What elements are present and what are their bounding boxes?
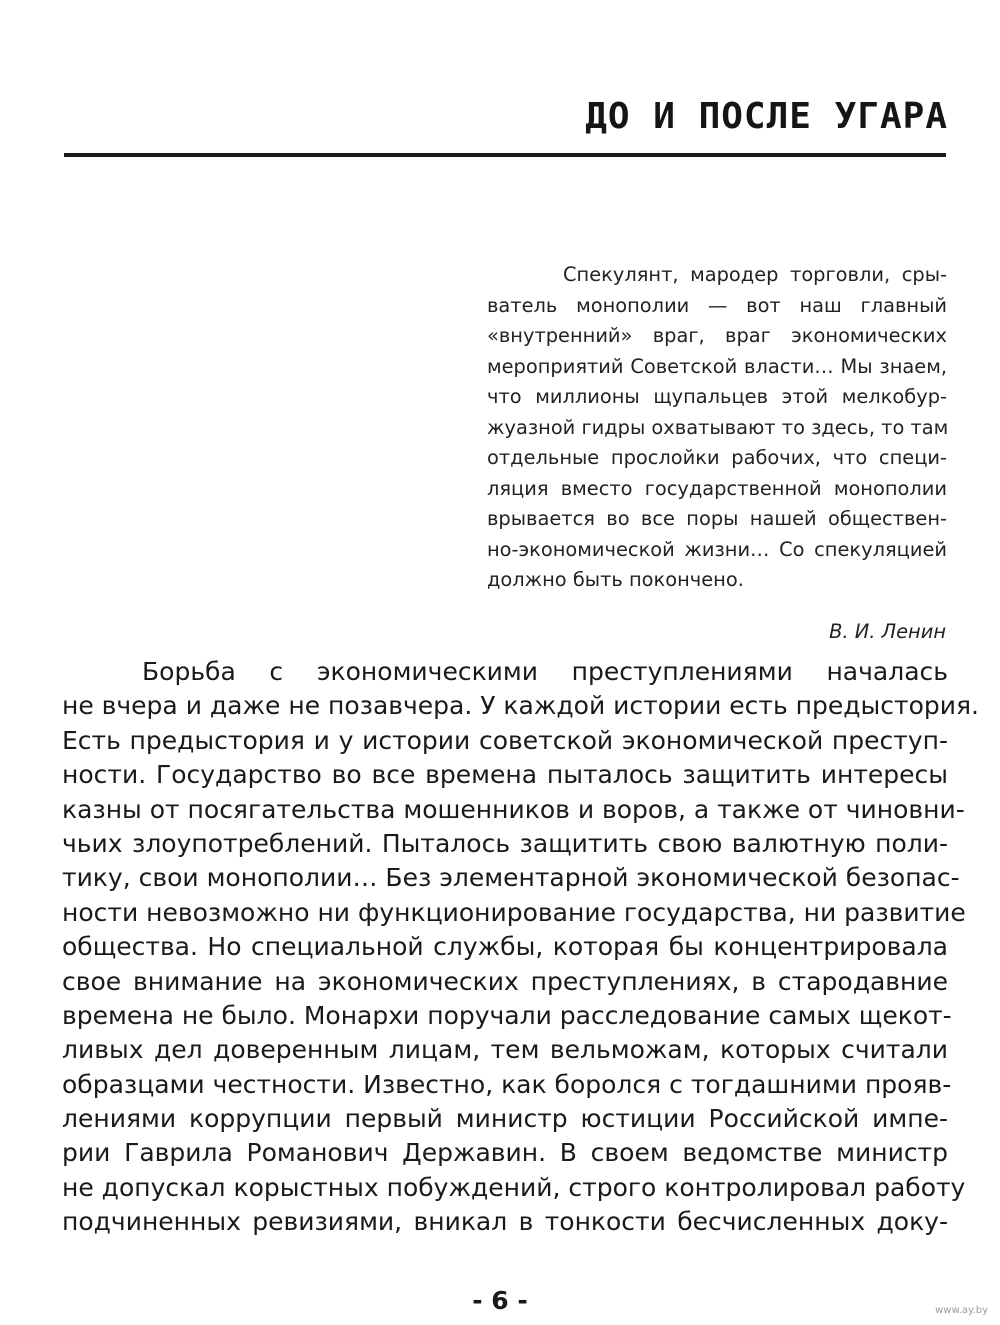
body-line: Борьба с экономическими преступлениями началась <box>142 657 948 686</box>
epigraph <box>487 260 947 596</box>
body-text <box>62 655 979 1240</box>
body-line: времена не было. Монархи поручали расследование самых щекот- <box>62 1000 952 1030</box>
body-line: тику, свои монополии… Без элементарной экономической безопас- <box>62 863 960 893</box>
page-number: - 6 - <box>472 1286 528 1315</box>
epigraph-line: мероприятий Советской власти… Мы знаем, <box>487 354 947 378</box>
body-line: чьих злоупотреблений. Пыталось защитить свою валютную поли- <box>62 828 948 858</box>
body-line: Есть предыстория и у истории советской экономической преступ- <box>62 725 948 755</box>
body-line: образцами честности. Известно, как боролся с тогдашними прояв- <box>62 1069 952 1099</box>
epigraph-line: должно быть покончено. <box>487 568 744 591</box>
epigraph-line: но-экономической жизни… Со спекуляцией <box>487 537 947 561</box>
epigraph-line: ляция вместо государственной монополии <box>487 476 947 500</box>
body-line: ливых дел доверенным лицам, тем вельможам, которых считали <box>62 1035 948 1065</box>
epigraph-line: ватель монополии — вот наш главный <box>487 293 947 317</box>
epigraph-attribution: В. И. Ленин <box>829 620 946 643</box>
body-line: рии Гаврила Романович Державин. В своем ведомстве министр <box>62 1138 948 1168</box>
epigraph-line: Спекулянт, мародер торговли, сры- <box>563 263 947 286</box>
watermark: www.ay.by <box>935 1305 988 1316</box>
body-line: не допускал корыстных побуждений, строго контролировал работу <box>62 1172 966 1202</box>
body-line: не вчера и даже не позавчера. У каждой истории есть предыстория. <box>62 691 979 721</box>
chapter-title: ДО И ПОСЛЕ УГАРА <box>585 96 948 137</box>
body-line: лениями коррупции первый министр юстиции Российской импе- <box>62 1104 948 1134</box>
epigraph-line: врывается во все поры нашей обществен- <box>487 507 947 530</box>
epigraph-line: отдельные прослойки рабочих, что специ- <box>487 446 947 469</box>
epigraph-line: «внутренний» враг, враг экономических <box>487 324 947 347</box>
body-line: казны от посягательства мошенников и воров, а также от чиновни- <box>62 794 965 824</box>
epigraph-line: что миллионы щупальцев этой мелкобур- <box>487 385 947 408</box>
title-rule <box>64 153 946 157</box>
body-line: общества. Но специальной службы, которая бы концентрировала <box>62 932 948 962</box>
body-line: ности невозможно ни функционирование государства, ни развитие <box>62 897 966 927</box>
body-line: свое внимание на экономических преступлениях, в стародавние <box>62 966 948 996</box>
body-line: подчиненных ревизиями, вникал в тонкости бесчисленных доку- <box>62 1207 948 1237</box>
epigraph-line: жуазной гидры охватывают то здесь, то там <box>487 415 949 439</box>
body-line: ности. Государство во все времена пыталось защитить интересы <box>62 760 948 790</box>
